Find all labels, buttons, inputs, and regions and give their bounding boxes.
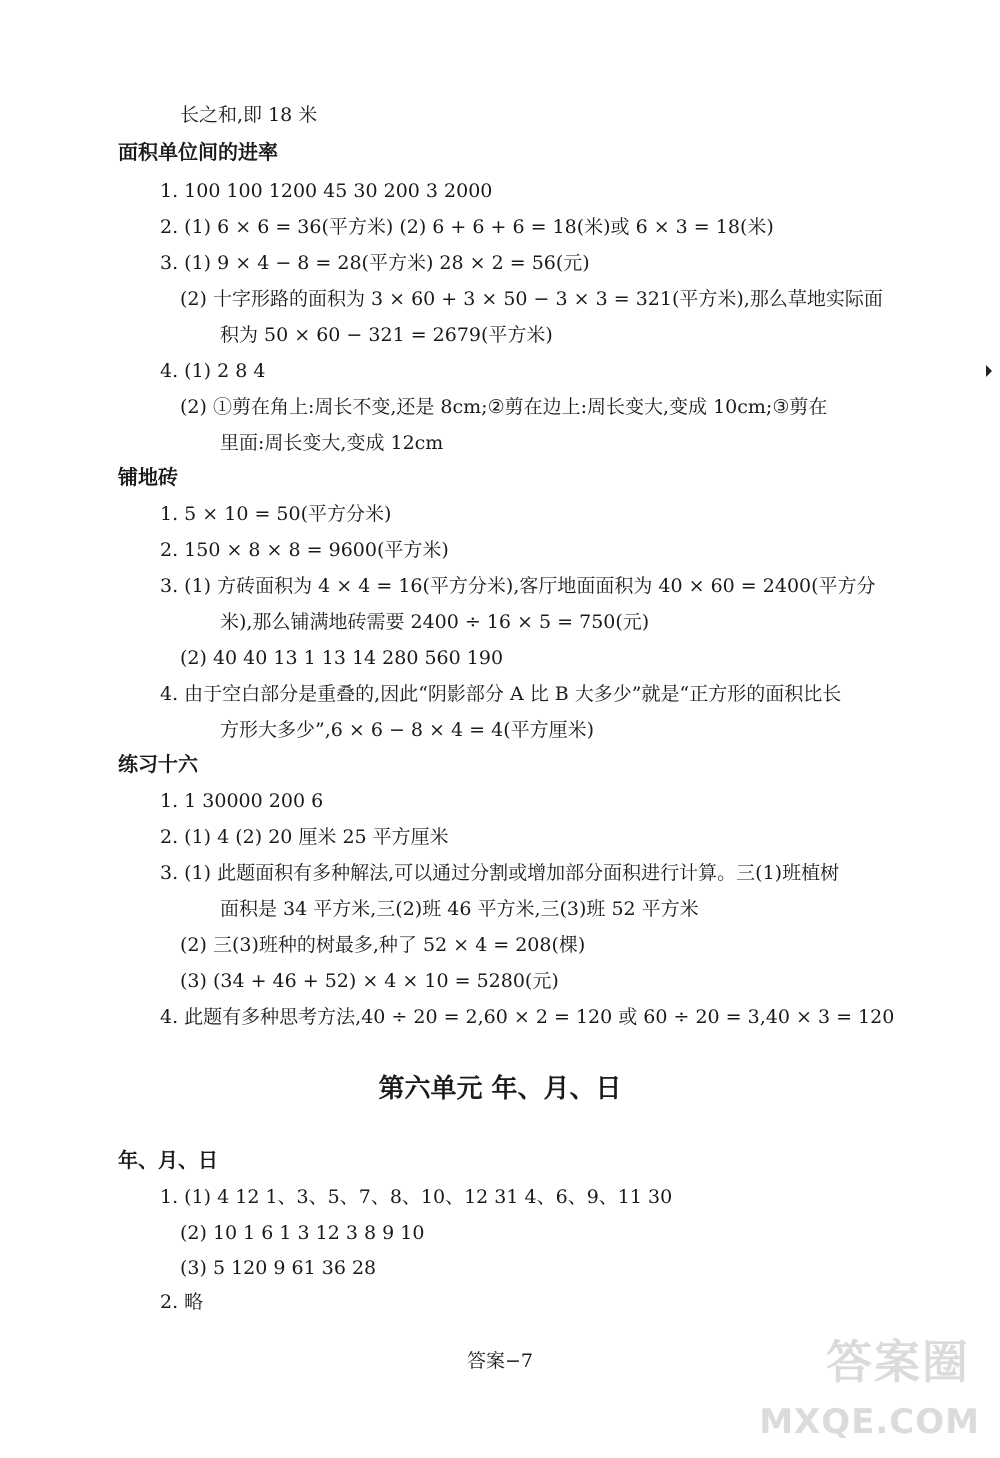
answer-line: 2. (1) 4 (2) 20 厘米 25 平方厘米 (160, 826, 449, 848)
answer-line: 1. (1) 4 12 1、3、5、7、8、10、12 31 4、6、9、11 30 (160, 1186, 673, 1208)
text-line: 长之和,即 18 米 (180, 104, 318, 126)
watermark-logo (759, 1326, 980, 1446)
watermark-url: MXQE.COM (759, 1402, 980, 1442)
answer-line: 3. (1) 方砖面积为 4 × 4 = 16(平方分米),客厅地面面积为 40 × 60 = 2400(平方分 (160, 575, 876, 597)
answer-line: (2) 10 1 6 1 3 12 3 8 9 10 (180, 1222, 425, 1244)
answer-line: (3) (34 + 46 + 52) × 4 × 10 = 5280(元) (180, 970, 559, 992)
watermark-text: 答案圈 (826, 1335, 970, 1389)
section-heading: 年、月、日 (118, 1148, 218, 1172)
answer-line: (2) 三(3)班种的树最多,种了 52 × 4 = 208(棵) (180, 934, 586, 956)
answer-line: (2) 十字形路的面积为 3 × 60 + 3 × 50 − 3 × 3 = 321(平方米),那么草地实际面 (180, 288, 883, 310)
margin-marker-icon (986, 365, 992, 377)
section-heading: 铺地砖 (118, 465, 178, 489)
answer-line: 积为 50 × 60 − 321 = 2679(平方米) (220, 324, 553, 346)
section-heading: 面积单位间的进率 (118, 140, 278, 164)
answer-line: (3) 5 120 9 61 36 28 (180, 1257, 377, 1279)
answer-line: 面积是 34 平方米,三(2)班 46 平方米,三(3)班 52 平方米 (220, 898, 699, 920)
answer-line: 2. (1) 6 × 6 = 36(平方米) (2) 6 + 6 + 6 = 18(米)或 6 × 3 = 18(米) (160, 216, 774, 238)
answer-line: 2. 150 × 8 × 8 = 9600(平方米) (160, 539, 449, 561)
answer-line: 3. (1) 此题面积有多种解法,可以通过分割或增加部分面积进行计算。三(1)班植树 (160, 862, 840, 884)
answer-line: (2) ①剪在角上:周长不变,还是 8cm;②剪在边上:周长变大,变成 10cm;③剪在 (180, 396, 828, 418)
answer-line: 里面:周长变大,变成 12cm (220, 432, 444, 454)
answer-line: 4. 由于空白部分是重叠的,因此“阴影部分 A 比 B 大多少”就是“正方形的面积比长 (160, 683, 842, 705)
answer-line: 3. (1) 9 × 4 − 8 = 28(平方米) 28 × 2 = 56(元) (160, 252, 590, 274)
answer-line: 1. 100 100 1200 45 30 200 3 2000 (160, 180, 493, 202)
answer-line: 4. 此题有多种思考方法,40 ÷ 20 = 2,60 × 2 = 120 或 60 ÷ 20 = 3,40 × 3 = 120 (160, 1006, 895, 1028)
answer-line: (2) 40 40 13 1 13 14 280 560 190 (180, 647, 504, 669)
answer-line: 4. (1) 2 8 4 (160, 360, 266, 382)
answer-line: 1. 1 30000 200 6 (160, 790, 324, 812)
answer-line: 方形大多少”,6 × 6 − 8 × 4 = 4(平方厘米) (220, 719, 595, 741)
answer-line: 1. 5 × 10 = 50(平方分米) (160, 503, 392, 525)
section-heading: 练习十六 (118, 752, 198, 776)
answer-line: 2. 略 (160, 1291, 204, 1313)
page-number: 答案−7 (466, 1350, 533, 1372)
unit-title: 第六单元 年、月、日 (378, 1074, 622, 1104)
answer-line: 米),那么铺满地砖需要 2400 ÷ 16 × 5 = 750(元) (220, 611, 650, 633)
